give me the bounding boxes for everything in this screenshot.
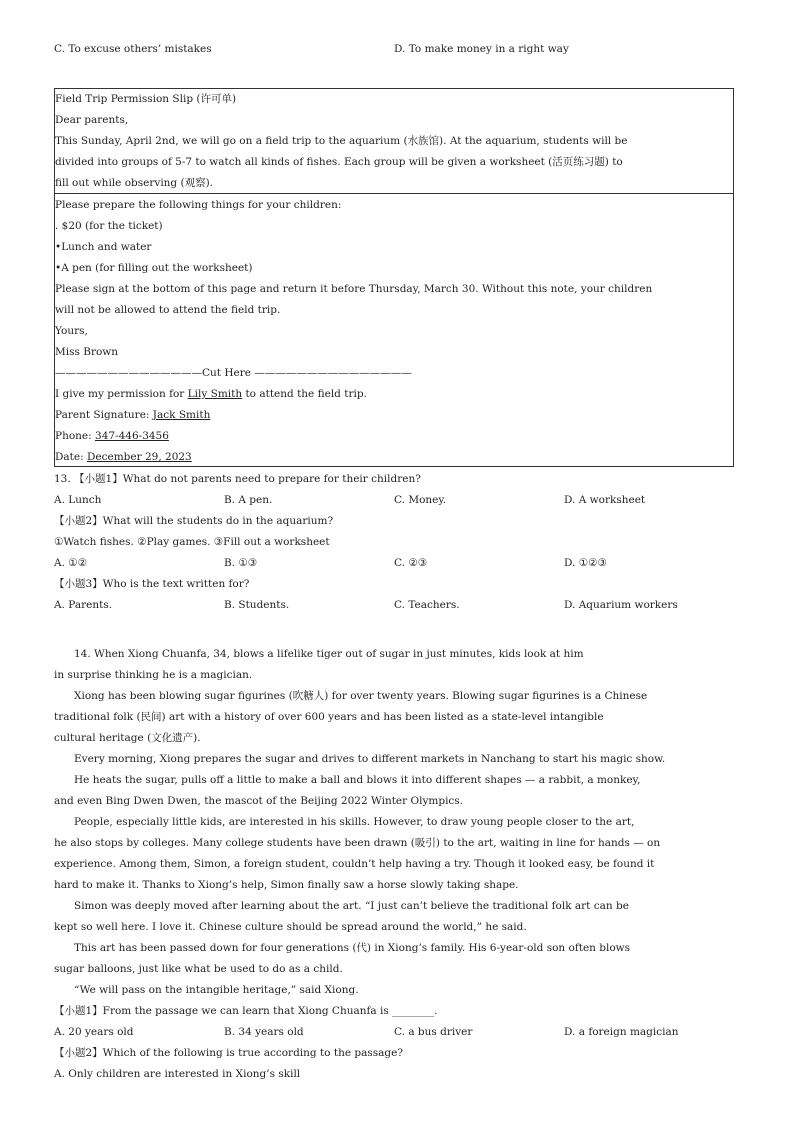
q13-sub1-option-b: B. A pen. (224, 494, 273, 506)
passage-line: “We will pass on the intangible heritage,” said Xiong. (74, 984, 359, 996)
q13-sub1-option-c: C. Money. (394, 494, 447, 506)
slip-phone-line (55, 429, 169, 443)
permission-prefix: I give my permission for (55, 388, 188, 400)
passage-line: He heats the sugar, pulls off a little to make a ball and blows it into different shapes — a rabbit, a monkey, (74, 774, 641, 786)
phone-value: 347-446-3456 (95, 430, 169, 442)
slip-item: . $20 (for the ticket) (55, 220, 163, 232)
slip-greeting: Dear parents, (55, 114, 129, 126)
q14-sub1-option-a: A. 20 years old (54, 1026, 134, 1038)
q13-sub2-option-d: D. ①②③ (564, 557, 607, 569)
q13-sub3: 【小题3】Who is the text written for? (54, 578, 250, 590)
permission-suffix: to attend the field trip. (242, 388, 367, 400)
signature-value: Jack Smith (152, 409, 211, 421)
q14-sub1-option-c: C. a bus driver (394, 1026, 473, 1038)
q14-sub2: 【小题2】Which of the following is true according to the passage? (54, 1047, 403, 1059)
slip-prepare-line: Please prepare the following things for your children: (55, 199, 342, 211)
q13-sub2: 【小题2】What will the students do in the aquarium? (54, 515, 334, 527)
q13-sub3-option-d: D. Aquarium workers (564, 599, 678, 611)
q13-sub1-option-d: D. A worksheet (564, 494, 646, 506)
slip-signature-line (55, 408, 210, 422)
q14-sub2-option-a: A. Only children are interested in Xiong’s skill (54, 1068, 301, 1080)
slip-divider (54, 193, 734, 194)
slip-closing: Yours, (55, 325, 88, 337)
q13-sub3-option-c: C. Teachers. (394, 599, 460, 611)
signature-label: Parent Signature: (55, 409, 153, 421)
passage-line: Every morning, Xiong prepares the sugar and drives to different markets in Nanchang to start his magic show. (74, 753, 666, 765)
q13-sub2-choices: ①Watch fishes. ②Play games. ③Fill out a worksheet (54, 536, 330, 548)
passage-line: hard to make it. Thanks to Xiong’s help, Simon finally saw a horse slowly taking shape. (54, 879, 519, 891)
slip-date-line (55, 450, 192, 464)
slip-title: Field Trip Permission Slip (许可单) (55, 93, 237, 105)
q13-sub1-option-a: A. Lunch (54, 494, 102, 506)
slip-cut-here: ——————————————Cut Here ——————————————— (55, 367, 412, 379)
q13-sub1: 13. 【小题1】What do not parents need to prepare for their children? (54, 473, 421, 485)
q13-sub2-option-a: A. ①② (54, 557, 88, 569)
slip-intro-line: fill out while observing (观察). (55, 177, 214, 189)
passage-line: People, especially little kids, are interested in his skills. However, to draw young people closer to the art, (74, 816, 635, 828)
passage-line: and even Bing Dwen Dwen, the mascot of the Beijing 2022 Winter Olympics. (54, 795, 464, 807)
slip-sign-line: will not be allowed to attend the field trip. (55, 304, 281, 316)
passage-line: Xiong has been blowing sugar figurines (吹糖人) for over twenty years. Blowing sugar figurines is a Chinese (74, 690, 648, 702)
q13-sub3-option-b: B. Students. (224, 599, 290, 611)
passage-line: This art has been passed down for four generations (代) in Xiong’s family. His 6-year-old son often blows (74, 942, 631, 954)
q13-sub3-option-a: A. Parents. (54, 599, 113, 611)
slip-sign-line: Please sign at the bottom of this page and return it before Thursday, March 30. Without this note, your children (55, 283, 653, 295)
date-value: December 29, 2023 (87, 451, 192, 463)
option-c-prev: C. To excuse others’ mistakes (54, 43, 212, 55)
q14-sub1-option-d: D. a foreign magician (564, 1026, 679, 1038)
slip-item: •A pen (for filling out the worksheet) (55, 262, 253, 274)
q13-sub2-option-b: B. ①③ (224, 557, 258, 569)
passage-line: sugar balloons, just like what be used to do as a child. (54, 963, 343, 975)
slip-sender: Miss Brown (55, 346, 119, 358)
phone-label: Phone: (55, 430, 96, 442)
passage-line: in surprise thinking he is a magician. (54, 669, 253, 681)
child-name: Lily Smith (187, 388, 243, 400)
passage-line: kept so well here. I love it. Chinese culture should be spread around the world,” he said. (54, 921, 527, 933)
passage-line: 14. When Xiong Chuanfa, 34, blows a lifelike tiger out of sugar in just minutes, kids look at him (74, 648, 584, 660)
q13-sub2-option-c: C. ②③ (394, 557, 428, 569)
passage-line: experience. Among them, Simon, a foreign student, couldn’t help having a try. Though it looked easy, be found it (54, 858, 655, 870)
slip-permission-line (55, 387, 367, 401)
option-d-prev: D. To make money in a right way (394, 43, 569, 55)
slip-intro-line: This Sunday, April 2nd, we will go on a field trip to the aquarium (水族馆). At the aquarium, students will be (55, 135, 628, 147)
slip-intro-line: divided into groups of 5-7 to watch all kinds of fishes. Each group will be given a worksheet (活页练习题) to (55, 156, 623, 168)
slip-item: •Lunch and water (55, 241, 152, 253)
date-label: Date: (55, 451, 87, 463)
passage-line: Simon was deeply moved after learning about the art. “I just can’t believe the traditional folk art can be (74, 900, 629, 912)
q14-sub1: 【小题1】From the passage we can learn that Xiong Chuanfa is ________. (54, 1005, 438, 1017)
q14-sub1-option-b: B. 34 years old (224, 1026, 304, 1038)
passage-line: traditional folk (民间) art with a history of over 600 years and has been listed as a state-level intangible (54, 711, 604, 723)
passage-line: he also stops by colleges. Many college students have been drawn (吸引) to the art, waiting in line for hands — on (54, 837, 661, 849)
passage-line: cultural heritage (文化遗产). (54, 732, 201, 744)
